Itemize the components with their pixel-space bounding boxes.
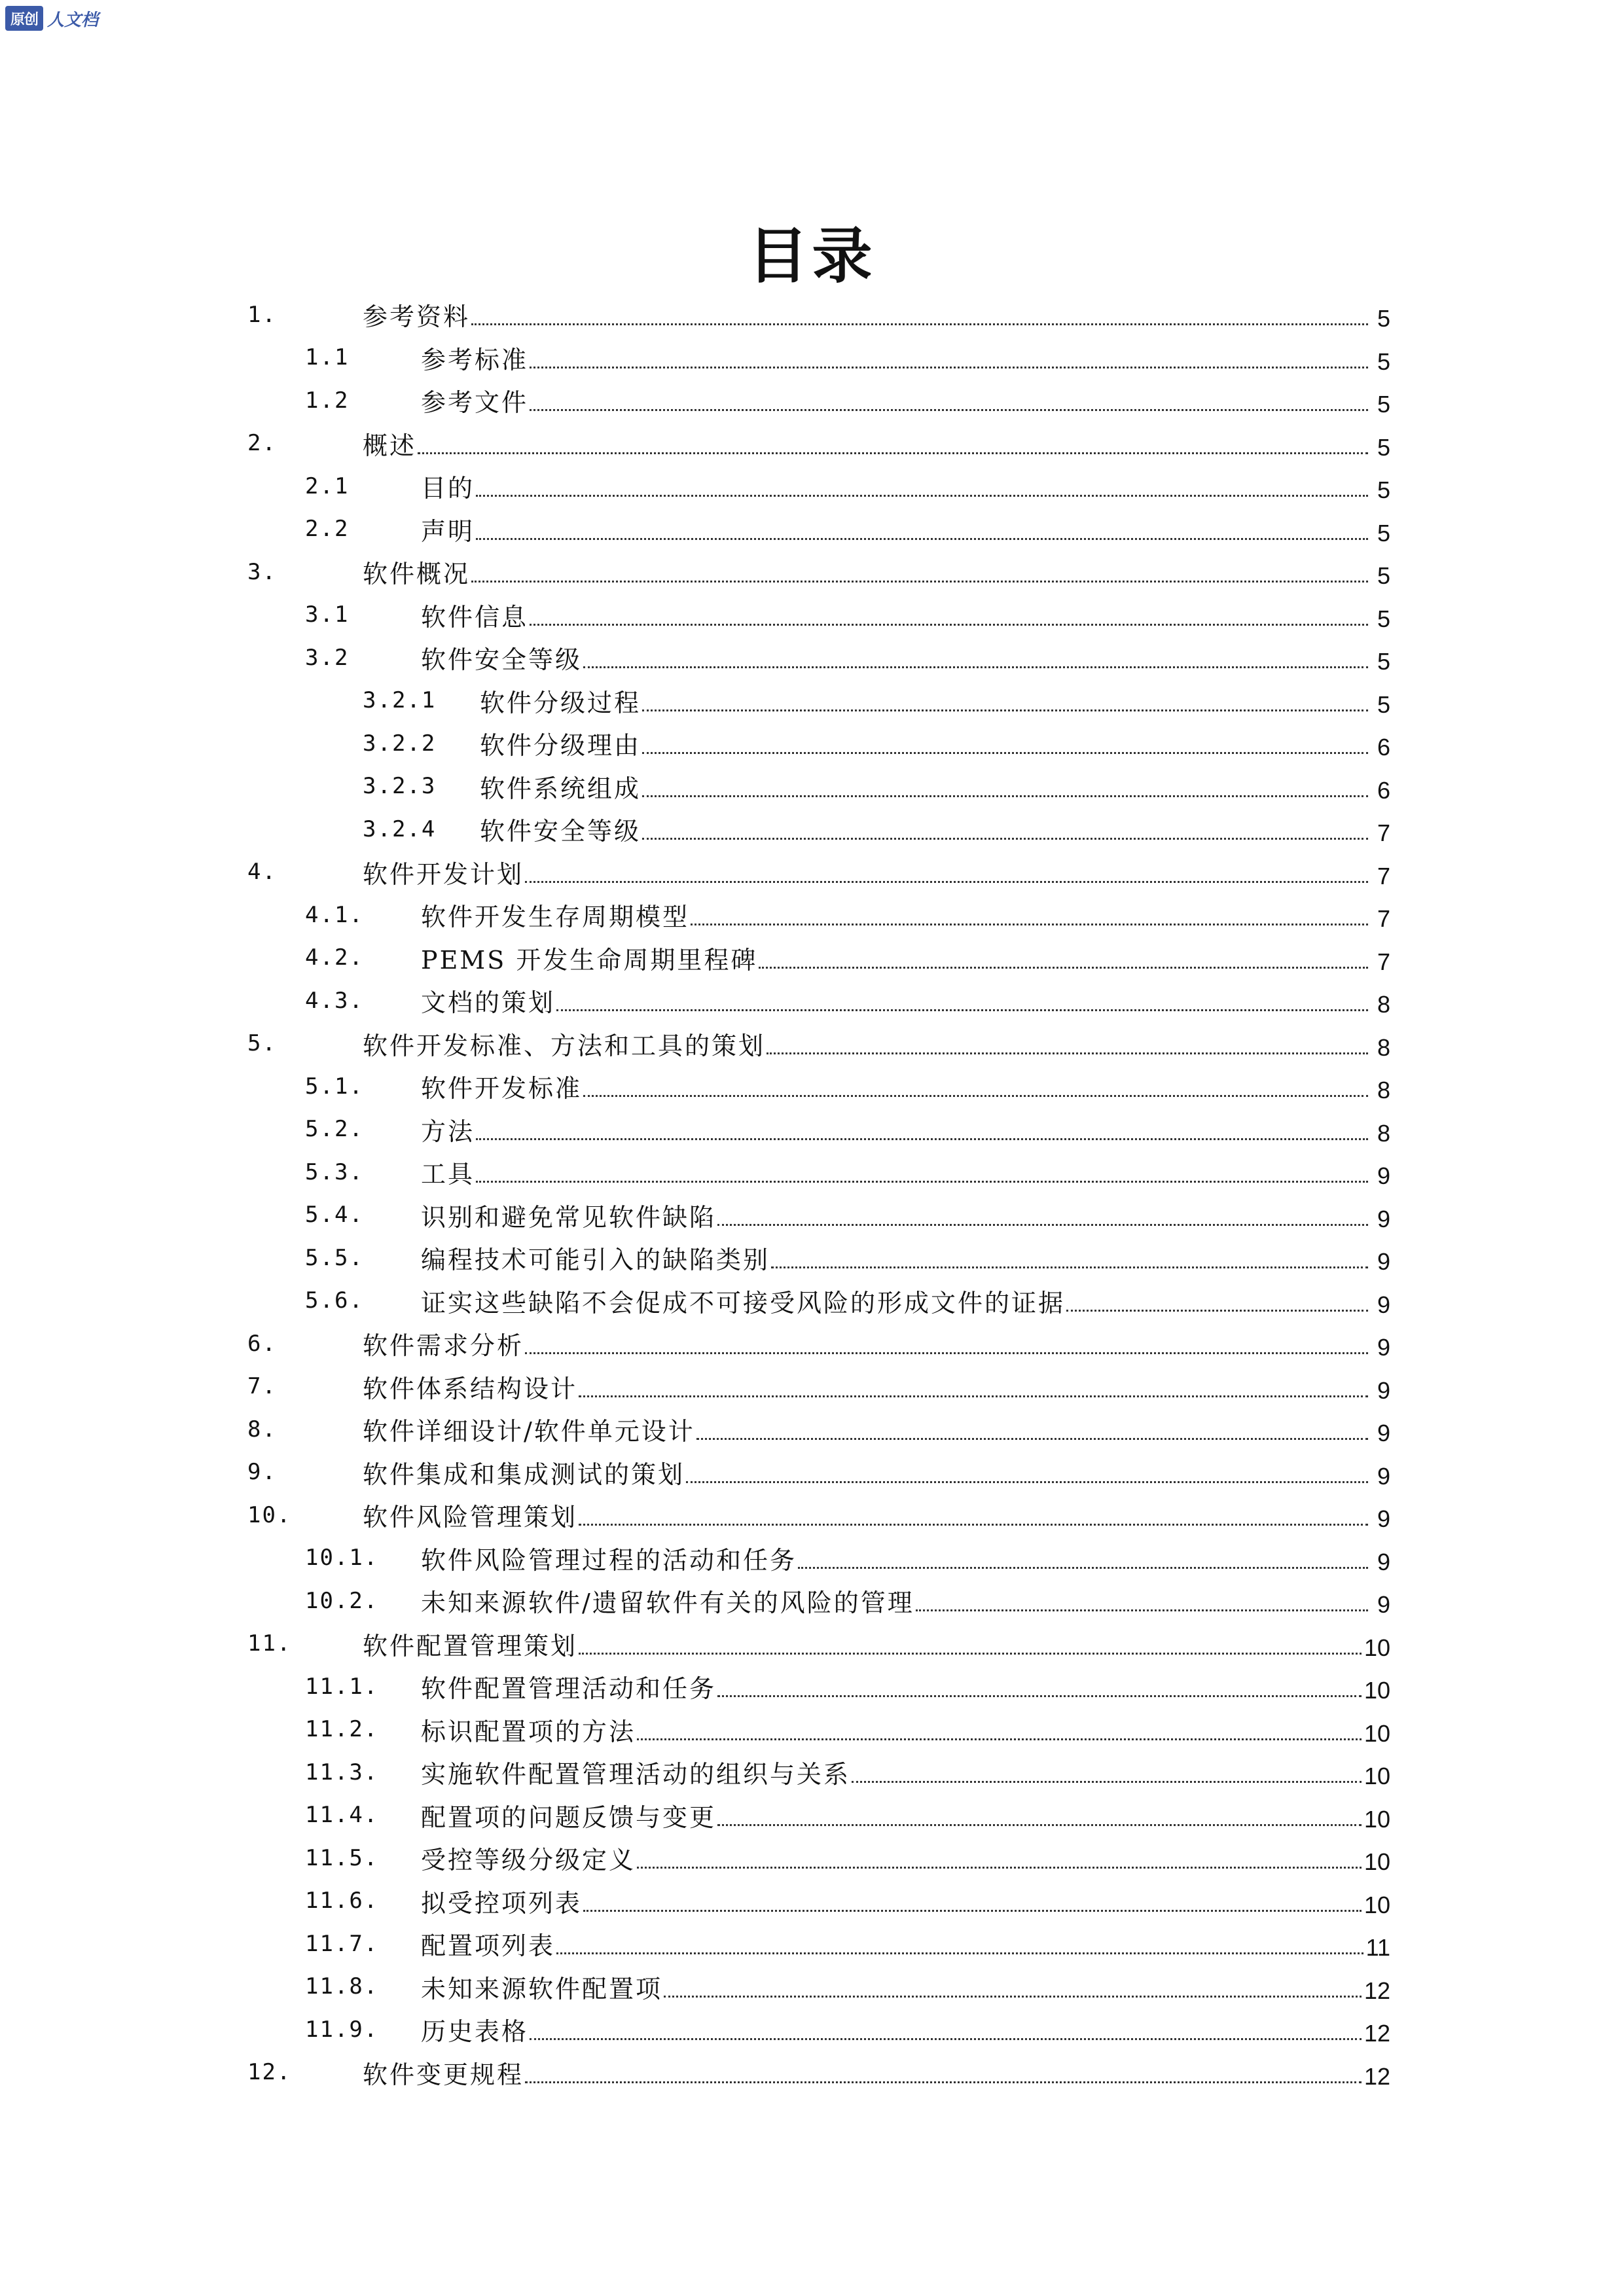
dot-leader [717, 1224, 1368, 1226]
toc-entry-label: PEMS 开发生命周期里程碑 [421, 940, 759, 976]
toc-entry[interactable] [247, 1880, 1390, 1923]
toc-entry-number: 5.2. [305, 1116, 364, 1143]
toc-entry-page: 9 [1377, 1376, 1390, 1404]
toc-entry-page: 10 [1363, 1719, 1390, 1747]
toc-entry-number: 11.4. [305, 1802, 379, 1829]
toc-entry-number: 4. [247, 859, 277, 886]
dot-leader [525, 2081, 1362, 2083]
dot-leader [530, 2038, 1362, 2040]
toc-entry[interactable] [247, 379, 1390, 422]
toc-entry-number: 3.1 [305, 601, 350, 628]
toc-entry-number: 11.6. [305, 1888, 379, 1914]
toc-entry[interactable] [247, 679, 1390, 723]
toc-entry-number: 3.2.4 [363, 816, 437, 842]
toc-entry-number: 6. [247, 1330, 277, 1357]
toc-entry[interactable] [247, 937, 1390, 980]
dot-leader [583, 666, 1368, 668]
toc-entry[interactable] [247, 550, 1390, 594]
toc-entry-number: 10.1. [305, 1545, 379, 1571]
dot-leader [476, 495, 1368, 497]
toc-entry-label: 概述 [363, 425, 418, 461]
toc-entry[interactable] [247, 1579, 1390, 1623]
watermark-logo: 原创 [5, 6, 43, 31]
toc-entry-page: 10 [1363, 1805, 1390, 1833]
toc-entry-label: 软件风险管理策划 [363, 1497, 579, 1533]
toc-entry[interactable] [247, 1751, 1390, 1794]
toc-entry-label: 拟受控项列表 [421, 1883, 583, 1919]
dot-leader [476, 1181, 1368, 1183]
dot-leader [642, 795, 1368, 797]
table-of-contents [247, 293, 1390, 2094]
toc-entry[interactable] [247, 1623, 1390, 1666]
toc-entry[interactable] [247, 1494, 1390, 1537]
dot-leader [530, 367, 1368, 368]
toc-entry-label: 未知来源软件/遗留软件有关的风险的管理 [421, 1583, 916, 1619]
toc-entry-page: 9 [1377, 1334, 1390, 1361]
toc-entry-page: 5 [1377, 348, 1390, 375]
toc-entry-page: 9 [1377, 1548, 1390, 1575]
toc-entry[interactable] [247, 765, 1390, 808]
toc-entry[interactable] [247, 293, 1390, 336]
toc-entry-page: 12 [1363, 2062, 1390, 2090]
toc-entry-page: 9 [1377, 1462, 1390, 1490]
toc-entry-label: 目的 [421, 468, 476, 504]
dot-leader [530, 624, 1368, 626]
dot-leader [759, 967, 1368, 969]
toc-entry-label: 编程技术可能引入的缺陷类别 [421, 1240, 771, 1276]
toc-entry-label: 实施软件配置管理活动的组织与关系 [421, 1754, 852, 1790]
toc-entry[interactable] [247, 851, 1390, 894]
toc-entry-page: 10 [1363, 1891, 1390, 1918]
toc-entry-label: 配置项列表 [421, 1926, 556, 1962]
toc-entry-label: 软件信息 [421, 597, 530, 633]
toc-entry-label: 软件开发生存周期模型 [421, 897, 691, 933]
dot-leader [916, 1609, 1368, 1611]
toc-entry-number: 11. [247, 1630, 292, 1657]
toc-entry-page: 10 [1363, 1848, 1390, 1876]
toc-entry[interactable] [247, 1665, 1390, 1708]
toc-entry-label: 软件详细设计/软件单元设计 [363, 1411, 696, 1447]
dot-leader [637, 1867, 1362, 1869]
dot-leader [471, 581, 1368, 583]
toc-entry-number: 2.2 [305, 516, 350, 543]
toc-entry-number: 10.2. [305, 1587, 379, 1614]
toc-entry-number: 3.2.1 [363, 687, 437, 714]
dot-leader [530, 409, 1368, 411]
toc-entry-label: 参考资料 [363, 296, 471, 332]
toc-entry-number: 3.2.2 [363, 730, 437, 757]
toc-entry-label: 软件概况 [363, 554, 471, 590]
dot-leader [691, 924, 1368, 925]
toc-entry[interactable] [247, 1708, 1390, 1751]
toc-entry-number: 2.1 [305, 473, 350, 499]
toc-entry-label: 标识配置项的方法 [421, 1712, 637, 1748]
toc-entry-page: 10 [1363, 1677, 1390, 1704]
toc-entry-label: 软件配置管理活动和任务 [421, 1668, 717, 1704]
toc-entry-number: 5.5. [305, 1244, 364, 1271]
toc-entry-label: 软件配置管理策划 [363, 1626, 579, 1662]
toc-entry-number: 5.1. [305, 1073, 364, 1100]
watermark [5, 5, 98, 31]
toc-entry-label: 参考标准 [421, 340, 530, 376]
toc-entry-label: 软件开发计划 [363, 854, 525, 890]
dot-leader [418, 452, 1368, 454]
toc-entry[interactable] [247, 1194, 1390, 1237]
dot-leader [642, 838, 1368, 840]
toc-entry-page: 9 [1377, 1291, 1390, 1318]
toc-entry-label: 文档的策划 [421, 982, 556, 1018]
toc-entry-page: 12 [1363, 2020, 1390, 2047]
toc-entry-number: 5. [247, 1030, 277, 1057]
dot-leader [556, 1009, 1368, 1011]
watermark-text: 人文档 [47, 10, 99, 30]
dot-leader [637, 1738, 1362, 1740]
toc-entry-number: 11.1. [305, 1673, 379, 1700]
toc-entry-number: 11.7. [305, 1930, 379, 1957]
toc-entry-label: 识别和避免常见软件缺陷 [421, 1197, 717, 1233]
dot-leader [686, 1481, 1368, 1483]
toc-entry-label: 历史表格 [421, 2011, 530, 2047]
toc-entry-label: 软件系统组成 [480, 768, 642, 804]
toc-entry[interactable] [247, 893, 1390, 937]
toc-entry-page: 5 [1377, 519, 1390, 547]
toc-entry-label: 软件安全等级 [480, 811, 642, 847]
dot-leader [525, 881, 1368, 883]
toc-entry-label: 软件安全等级 [421, 639, 583, 675]
toc-entry-page: 9 [1377, 1162, 1390, 1190]
toc-entry-label: 软件开发标准 [421, 1068, 583, 1104]
toc-entry-number: 4.3. [305, 987, 364, 1014]
toc-entry-page: 8 [1377, 991, 1390, 1018]
toc-entry[interactable] [247, 2008, 1390, 2051]
toc-entry-number: 5.3. [305, 1158, 364, 1185]
dot-leader [525, 1352, 1368, 1354]
toc-entry-page: 5 [1377, 605, 1390, 632]
dot-leader [642, 709, 1368, 711]
toc-entry[interactable] [247, 1451, 1390, 1494]
toc-entry-page: 5 [1377, 691, 1390, 718]
toc-entry-number: 11.9. [305, 2016, 379, 2043]
toc-entry[interactable] [247, 422, 1390, 465]
toc-entry[interactable] [247, 1365, 1390, 1408]
toc-entry-number: 3.2.3 [363, 773, 437, 800]
toc-entry[interactable] [247, 1280, 1390, 1323]
dot-leader [579, 1653, 1362, 1655]
toc-entry[interactable] [247, 1537, 1390, 1580]
dot-leader [798, 1567, 1368, 1569]
toc-entry-page: 5 [1377, 305, 1390, 332]
toc-entry[interactable] [247, 979, 1390, 1022]
toc-entry-label: 软件分级过程 [480, 683, 642, 719]
toc-entry-label: 声明 [421, 511, 476, 547]
toc-entry-page: 9 [1377, 1420, 1390, 1447]
dot-leader [717, 1695, 1362, 1697]
toc-entry-number: 3.2 [305, 644, 350, 671]
toc-entry-label: 软件分级理由 [480, 725, 642, 761]
toc-entry-label: 工具 [421, 1154, 476, 1190]
toc-entry[interactable] [247, 2051, 1390, 2094]
toc-entry-number: 12. [247, 2059, 292, 2086]
dot-leader [642, 752, 1368, 754]
toc-entry-page: 10 [1363, 1763, 1390, 1790]
toc-entry[interactable] [247, 336, 1390, 380]
dot-leader [1066, 1310, 1368, 1312]
toc-entry-page: 9 [1377, 1591, 1390, 1619]
toc-entry-page: 9 [1377, 1205, 1390, 1232]
toc-entry-page: 5 [1377, 648, 1390, 675]
toc-entry[interactable] [247, 1322, 1390, 1365]
toc-entry-page: 7 [1377, 905, 1390, 933]
toc-entry-label: 软件体系结构设计 [363, 1369, 579, 1405]
toc-entry-number: 1.2 [305, 387, 350, 414]
dot-leader [852, 1781, 1362, 1783]
toc-entry[interactable] [247, 1837, 1390, 1880]
toc-entry[interactable] [247, 636, 1390, 679]
toc-entry-label: 受控等级分级定义 [421, 1840, 637, 1876]
dot-leader [579, 1524, 1368, 1526]
toc-entry[interactable] [247, 1022, 1390, 1066]
toc-entry-label: 软件变更规程 [363, 2054, 525, 2090]
toc-entry-number: 3. [247, 558, 277, 585]
toc-entry-label: 软件开发标准、方法和工具的策划 [363, 1026, 767, 1062]
dot-leader [717, 1824, 1362, 1826]
toc-entry-number: 8. [247, 1416, 277, 1443]
toc-entry[interactable] [247, 722, 1390, 765]
page-title: 目录 [748, 221, 876, 291]
toc-entry-number: 11.5. [305, 1844, 379, 1871]
dot-leader [767, 1052, 1368, 1054]
toc-entry-label: 配置项的问题反馈与变更 [421, 1797, 717, 1833]
toc-entry-page: 8 [1377, 1077, 1390, 1104]
toc-entry[interactable] [247, 808, 1390, 851]
dot-leader [583, 1910, 1362, 1912]
toc-entry-page: 9 [1377, 1505, 1390, 1533]
toc-entry-page: 10 [1363, 1634, 1390, 1661]
toc-entry-number: 9. [247, 1459, 277, 1486]
toc-entry-number: 4.2. [305, 944, 364, 971]
toc-entry[interactable] [247, 1965, 1390, 2009]
toc-entry-page: 5 [1377, 562, 1390, 590]
toc-entry[interactable] [247, 1236, 1390, 1280]
toc-entry[interactable] [247, 1151, 1390, 1194]
toc-entry[interactable] [247, 1408, 1390, 1451]
toc-entry-number: 5.4. [305, 1202, 364, 1229]
toc-entry-label: 软件风险管理过程的活动和任务 [421, 1540, 798, 1576]
toc-entry-number: 11.3. [305, 1759, 379, 1785]
toc-entry-number: 10. [247, 1501, 292, 1528]
toc-entry-page: 11 [1365, 1934, 1390, 1962]
toc-entry-page: 7 [1377, 819, 1390, 847]
dot-leader [476, 1138, 1368, 1140]
toc-entry-page: 5 [1377, 391, 1390, 418]
toc-entry-number: 4.1. [305, 901, 364, 928]
toc-entry[interactable] [247, 508, 1390, 551]
toc-entry[interactable] [247, 594, 1390, 637]
toc-entry[interactable] [247, 1794, 1390, 1837]
toc-entry-page: 8 [1377, 1033, 1390, 1061]
toc-entry-page: 5 [1377, 476, 1390, 504]
toc-entry-page: 7 [1377, 862, 1390, 889]
toc-entry[interactable] [247, 465, 1390, 508]
toc-entry-label: 方法 [421, 1111, 476, 1147]
toc-entry-label: 参考文件 [421, 382, 530, 418]
toc-entry-page: 6 [1377, 734, 1390, 761]
dot-leader [556, 1952, 1363, 1954]
dot-leader [476, 538, 1368, 540]
dot-leader [579, 1395, 1368, 1397]
toc-entry-number: 1. [247, 301, 277, 328]
toc-entry[interactable] [247, 1065, 1390, 1108]
toc-entry-page: 12 [1363, 1977, 1390, 2004]
dot-leader [583, 1095, 1368, 1097]
toc-entry[interactable] [247, 1922, 1390, 1965]
dot-leader [471, 323, 1368, 325]
toc-entry-number: 5.6. [305, 1287, 364, 1314]
toc-entry-page: 6 [1377, 776, 1390, 804]
toc-entry-number: 11.8. [305, 1973, 379, 2000]
toc-entry-label: 软件集成和集成测试的策划 [363, 1454, 686, 1490]
toc-entry-number: 2. [247, 430, 277, 457]
toc-entry-page: 5 [1377, 433, 1390, 461]
toc-entry-page: 7 [1377, 948, 1390, 975]
dot-leader [664, 1996, 1362, 1998]
toc-entry-number: 11.2. [305, 1716, 379, 1743]
dot-leader [771, 1266, 1368, 1268]
dot-leader [696, 1438, 1368, 1440]
toc-entry-page: 8 [1377, 1119, 1390, 1147]
toc-entry-label: 未知来源软件配置项 [421, 1969, 664, 2005]
toc-entry-number: 1.1 [305, 344, 350, 371]
toc-entry-label: 软件需求分析 [363, 1325, 525, 1361]
toc-entry[interactable] [247, 1108, 1390, 1151]
toc-entry-page: 9 [1377, 1248, 1390, 1276]
toc-entry-label: 证实这些缺陷不会促成不可接受风险的形成文件的证据 [421, 1283, 1066, 1319]
toc-entry-number: 7. [247, 1373, 277, 1400]
